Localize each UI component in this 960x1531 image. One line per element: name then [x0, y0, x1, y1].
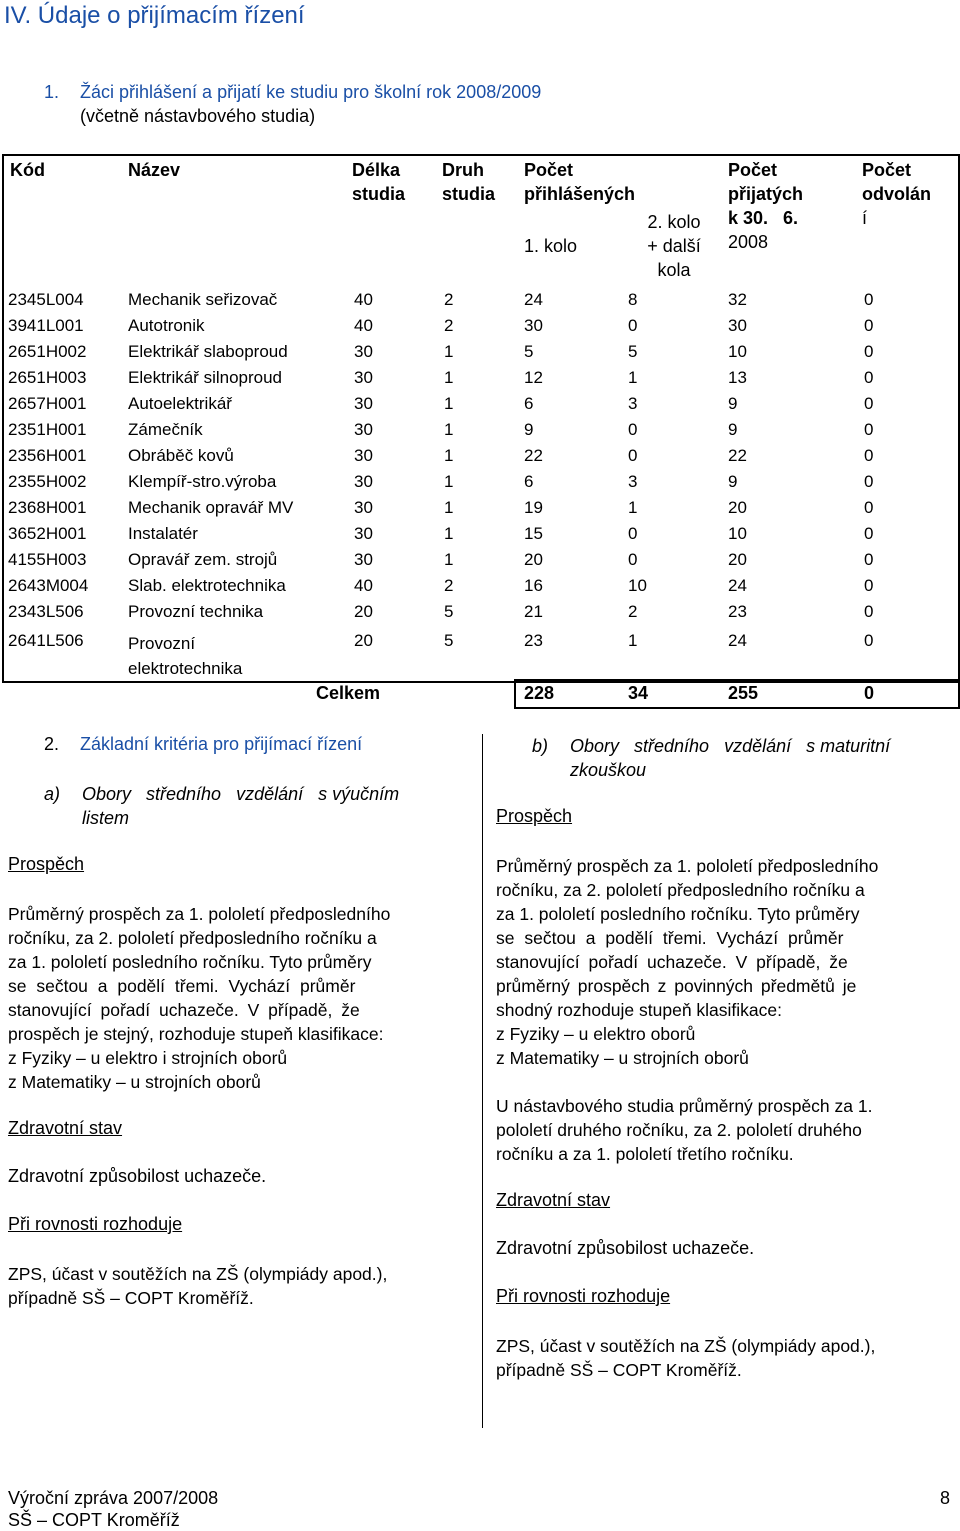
right-prospech-line: Průměrný prospěch za 1. pololetí předposledního [496, 856, 879, 876]
right-nastavba-text [496, 1094, 954, 1166]
cell-delka: 30 [354, 472, 373, 491]
cell-kolo2: 8 [628, 290, 638, 309]
cell-delka: 40 [354, 576, 373, 595]
total-kolo1: 228 [524, 683, 555, 703]
right-b-title-1: Obory středního vzdělání s maturitní [570, 736, 891, 756]
header-kolo2-line3: kola [657, 260, 691, 280]
left-rovnost-heading: Při rovnosti rozhoduje [8, 1214, 183, 1234]
cell-kolo2: 0 [628, 524, 638, 543]
cell-nazev: Opravář zem. strojů [128, 550, 278, 569]
cell-kolo2: 0 [628, 550, 638, 569]
cell-nazev: Instalatér [128, 524, 198, 543]
cell-delka: 30 [354, 342, 373, 361]
cell-kolo1: 5 [524, 342, 534, 361]
left-prospech-line: Průměrný prospěch za 1. pololetí předposledního [8, 904, 391, 924]
cell-kod: 3652H001 [8, 524, 87, 543]
cell-kolo1: 6 [524, 394, 534, 413]
cell-odvolani: 0 [864, 342, 874, 361]
left-prospech-heading: Prospěch [8, 854, 85, 874]
cell-odvolani: 0 [864, 631, 874, 650]
right-prospech-line: stanovující pořadí uchazeče. V případě, že [496, 952, 848, 972]
cell-kod: 2356H001 [8, 446, 87, 465]
cell-kod: 2651H003 [8, 368, 87, 387]
cell-kod: 2343L506 [8, 602, 84, 621]
left-zdravi-heading: Zdravotní stav [8, 1118, 123, 1138]
right-prospech-line: se sečtou a podělí třemi. Vychází průměr [496, 928, 844, 948]
header-nazev: Název [128, 160, 181, 180]
cell-odvolani: 0 [864, 472, 874, 491]
right-prospech-line: za 1. pololetí posledního ročníku. Tyto průměry [496, 904, 860, 924]
cell-prijatych: 24 [728, 576, 747, 595]
cell-delka: 20 [354, 602, 373, 621]
right-nastavba-line: ročníku a za 1. pololetí třetího ročníku. [496, 1144, 794, 1164]
cell-kolo2: 5 [628, 342, 638, 361]
cell-kolo2: 0 [628, 316, 638, 335]
left-prospech-line: prospěch je stejný, rozhoduje stupeň klasifikace: [8, 1024, 384, 1044]
header-kod: Kód [10, 160, 45, 180]
cell-odvolani: 0 [864, 524, 874, 543]
right-prospech-line: z Matematiky – u strojních oborů [496, 1048, 749, 1068]
cell-kod: 2345L004 [8, 290, 84, 309]
header-prijatych-line1: Počet [728, 160, 778, 180]
cell-prijatych: 22 [728, 446, 747, 465]
right-rovnost-line: případně SŠ – COPT Kroměříž. [496, 1360, 742, 1380]
cell-kolo1: 24 [524, 290, 543, 309]
right-b-title-2: zkouškou [570, 760, 647, 780]
header-kolo1: 1. kolo [524, 236, 578, 256]
cell-prijatych: 20 [728, 498, 747, 517]
header-kolo2 [628, 210, 720, 282]
cell-prijatych: 30 [728, 316, 747, 335]
cell-druh: 2 [444, 290, 454, 309]
cell-druh: 1 [444, 524, 454, 543]
cell-delka: 30 [354, 446, 373, 465]
right-rovnost-line: ZPS, účast v soutěžích na ZŠ (olympiády apod.), [496, 1336, 876, 1356]
header-druh-line2: studia [442, 184, 496, 204]
header-delka-line1: Délka [352, 160, 401, 180]
cell-druh: 1 [444, 342, 454, 361]
column-divider [482, 734, 483, 1428]
footer-report-title: Výroční zpráva 2007/2008 [8, 1488, 219, 1508]
cell-kolo2: 1 [628, 368, 638, 387]
cell-druh: 2 [444, 316, 454, 335]
totals-label: Celkem [316, 683, 381, 703]
cell-nazev-line1: Provozní [128, 634, 196, 653]
cell-kod: 2641L506 [8, 631, 84, 650]
header-odvolani-line1: Počet [862, 160, 912, 180]
cell-nazev: Klempíř-stro.výroba [128, 472, 277, 491]
cell-kolo1: 15 [524, 524, 543, 543]
header-kolo2-line2: + další [647, 236, 701, 256]
right-rovnost-heading: Při rovnosti rozhoduje [496, 1286, 671, 1306]
cell-nazev: Mechanik opravář MV [128, 498, 294, 517]
header-prihl-line1: Počet [524, 160, 574, 180]
cell-delka: 20 [354, 631, 373, 650]
cell-prijatych: 24 [728, 631, 747, 650]
header-pocet-prihlasenych [524, 158, 635, 206]
cell-nazev: Elektrikář slaboproud [128, 342, 288, 361]
header-prijatych-line3: k 30. 6. [728, 208, 799, 228]
cell-kod: 2643M004 [8, 576, 89, 595]
cell-druh: 5 [444, 631, 454, 650]
left-prospech-line: z Fyziky – u elektro i strojních oborů [8, 1048, 288, 1068]
right-rovnost-text [496, 1334, 956, 1382]
cell-kolo1: 30 [524, 316, 543, 335]
cell-kolo1: 16 [524, 576, 543, 595]
cell-prijatych: 32 [728, 290, 747, 309]
footer-school: SŠ – COPT Kroměříž [8, 1510, 180, 1530]
cell-druh: 1 [444, 420, 454, 439]
cell-prijatych: 9 [728, 472, 738, 491]
cell-nazev: Provozní technika [128, 602, 264, 621]
cell-druh: 5 [444, 602, 454, 621]
cell-odvolani: 0 [864, 368, 874, 387]
cell-prijatych: 10 [728, 342, 747, 361]
cell-druh: 1 [444, 368, 454, 387]
cell-kod: 2651H002 [8, 342, 87, 361]
header-druh-line1: Druh [442, 160, 484, 180]
header-prihl-line2: přihlášených [524, 184, 636, 204]
cell-kolo2: 10 [628, 576, 647, 595]
cell-kod: 3941L001 [8, 316, 84, 335]
right-prospech-heading: Prospěch [496, 806, 573, 826]
right-prospech-line: ročníku, za 2. pololetí předposledního ročníku a [496, 880, 865, 900]
cell-delka: 40 [354, 290, 373, 309]
right-nastavba-line: U nástavbového studia průměrný prospěch za 1. [496, 1096, 873, 1116]
cell-nazev: Elektrikář silnoproud [128, 368, 283, 387]
cell-nazev: Mechanik seřizovač [128, 290, 278, 309]
cell-kolo1: 12 [524, 368, 543, 387]
right-prospech-line: z Fyziky – u elektro oborů [496, 1024, 696, 1044]
cell-kolo2: 0 [628, 446, 638, 465]
cell-kolo1: 19 [524, 498, 543, 517]
cell-prijatych: 10 [728, 524, 747, 543]
cell-druh: 1 [444, 550, 454, 569]
cell-kolo1: 21 [524, 602, 543, 621]
left-prospech-line: se sečtou a podělí třemi. Vychází průměr [8, 976, 356, 996]
cell-delka: 30 [354, 394, 373, 413]
header-prijatych-line4: 2008 [728, 232, 769, 252]
left-a-title-1: Obory středního vzdělání s výučním [82, 784, 400, 804]
left-a-title-2: listem [82, 808, 130, 828]
cell-prijatych: 23 [728, 602, 747, 621]
left-subheading [44, 782, 468, 830]
left-prospech-line: ročníku, za 2. pololetí předposledního ročníku a [8, 928, 377, 948]
cell-druh: 1 [444, 498, 454, 517]
cell-druh: 1 [444, 394, 454, 413]
cell-druh: 1 [444, 446, 454, 465]
left-prospech-text [8, 902, 466, 1094]
cell-prijatych: 9 [728, 420, 738, 439]
cell-kod: 2368H001 [8, 498, 87, 517]
cell-odvolani: 0 [864, 602, 874, 621]
section2-number: 2. [44, 734, 60, 754]
right-prospech-text [496, 854, 954, 1070]
right-nastavba-line: pololetí druhého ročníku, za 2. pololetí druhého [496, 1120, 862, 1140]
cell-nazev [128, 631, 242, 681]
total-odvolani: 0 [864, 683, 875, 703]
header-delka-line2: studia [352, 184, 406, 204]
cell-druh: 1 [444, 472, 454, 491]
cell-odvolani: 0 [864, 576, 874, 595]
cell-delka: 30 [354, 420, 373, 439]
left-zdravi-text: Zdravotní způsobilost uchazeče. [8, 1166, 267, 1186]
cell-prijatych: 9 [728, 394, 738, 413]
admissions-table [2, 154, 958, 708]
right-subheading [532, 734, 956, 782]
left-prospech-line: z Matematiky – u strojních oborů [8, 1072, 261, 1092]
left-rovnost-line: případně SŠ – COPT Kroměříž. [8, 1288, 254, 1308]
cell-druh: 2 [444, 576, 454, 595]
cell-prijatych: 13 [728, 368, 747, 387]
cell-kod: 2351H001 [8, 420, 87, 439]
section2-heading [44, 734, 362, 755]
cell-kolo2: 3 [628, 394, 638, 413]
cell-kod: 2355H002 [8, 472, 87, 491]
cell-odvolani: 0 [864, 420, 874, 439]
cell-nazev: Autoelektrikář [128, 394, 232, 413]
right-b-label: b) [532, 736, 549, 756]
cell-nazev: Obráběč kovů [128, 446, 234, 465]
left-a-label: a) [44, 784, 61, 804]
section1-title: Žáci přihlášení a přijatí ke studiu pro školní rok 2008/2009 [80, 82, 542, 102]
page-number: 8 [940, 1488, 951, 1508]
right-zdravi-heading: Zdravotní stav [496, 1190, 611, 1210]
cell-kolo1: 22 [524, 446, 543, 465]
left-prospech-line: stanovující pořadí uchazeče. V případě, že [8, 1000, 360, 1020]
cell-kolo1: 9 [524, 420, 534, 439]
cell-odvolani: 0 [864, 550, 874, 569]
header-druh [442, 158, 495, 206]
cell-delka: 30 [354, 498, 373, 517]
header-delka [352, 158, 405, 206]
left-rovnost-text [8, 1262, 478, 1310]
section1-subtitle: (včetně nástavbového studia) [80, 106, 316, 126]
cell-odvolani: 0 [864, 498, 874, 517]
cell-delka: 40 [354, 316, 373, 335]
header-odvolani-line3: í [862, 208, 868, 228]
chapter-title: IV. Údaje o přijímacím řízení [4, 2, 305, 29]
cell-nazev: Autotronik [128, 316, 205, 335]
cell-delka: 30 [354, 550, 373, 569]
cell-odvolani: 0 [864, 394, 874, 413]
header-odvolani-line2: odvolán [862, 184, 932, 204]
section2-title: Základní kritéria pro přijímací řízení [80, 734, 363, 754]
cell-odvolani: 0 [864, 316, 874, 335]
left-rovnost-line: ZPS, účast v soutěžích na ZŠ (olympiády apod.), [8, 1264, 388, 1284]
cell-delka: 30 [354, 368, 373, 387]
cell-odvolani: 0 [864, 290, 874, 309]
right-prospech-line: průměrný prospěch z povinných předmětů je [496, 976, 857, 996]
cell-kolo2: 2 [628, 602, 638, 621]
cell-nazev: Zámečník [128, 420, 203, 439]
right-prospech-line: shodný rozhoduje stupeň klasifikace: [496, 1000, 783, 1020]
section1-number: 1. [44, 82, 60, 102]
right-zdravi-text: Zdravotní způsobilost uchazeče. [496, 1238, 755, 1258]
cell-kolo2: 1 [628, 498, 638, 517]
total-kolo2: 34 [628, 683, 649, 703]
cell-odvolani: 0 [864, 446, 874, 465]
header-kolo2-line1: 2. kolo [647, 212, 701, 232]
cell-kolo2: 0 [628, 420, 638, 439]
section1-heading [44, 82, 541, 103]
cell-kod: 4155H003 [8, 550, 87, 569]
cell-prijatych: 20 [728, 550, 747, 569]
cell-kod: 2657H001 [8, 394, 87, 413]
cell-nazev: Slab. elektrotechnika [128, 576, 286, 595]
header-prijatych-line2: přijatých [728, 184, 804, 204]
left-prospech-line: za 1. pololetí posledního ročníku. Tyto průměry [8, 952, 372, 972]
cell-kolo1: 6 [524, 472, 534, 491]
header-odvolani [862, 158, 931, 230]
cell-kolo2: 3 [628, 472, 638, 491]
cell-kolo1: 20 [524, 550, 543, 569]
total-prijatych: 255 [728, 683, 759, 703]
cell-kolo1: 23 [524, 631, 543, 650]
header-prijatych [728, 158, 803, 254]
cell-kolo2: 1 [628, 631, 638, 650]
cell-delka: 30 [354, 524, 373, 543]
cell-nazev-line2: elektrotechnika [128, 659, 243, 678]
